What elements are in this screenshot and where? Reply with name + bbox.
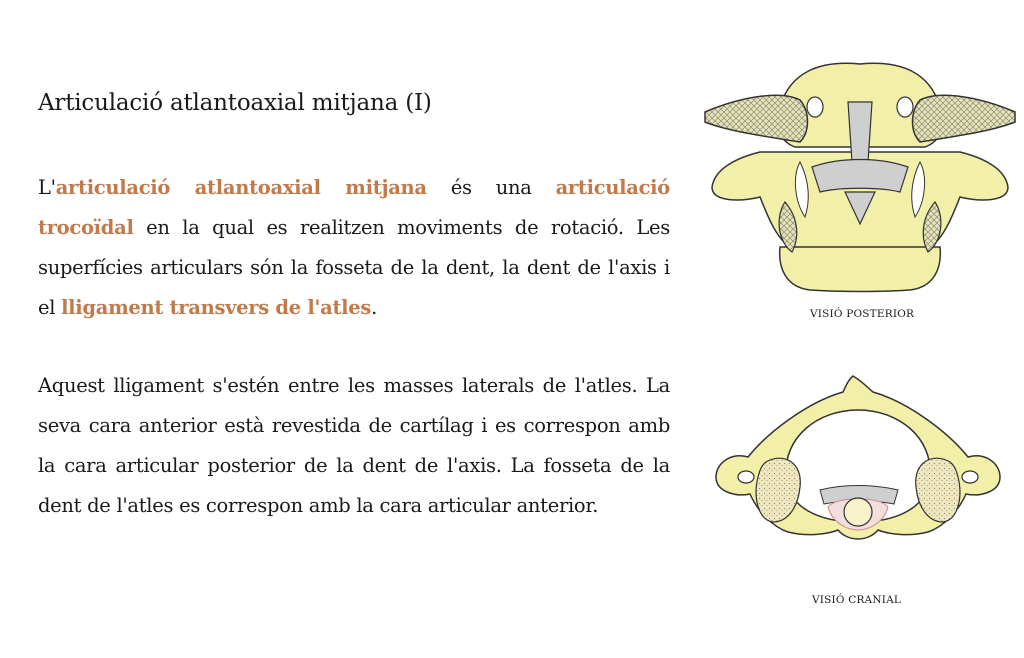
text-segment: L' <box>38 176 56 199</box>
posterior-view-caption: VISIÓ POSTERIOR <box>810 308 915 320</box>
text-segment: és una <box>426 176 556 199</box>
cranial-view-caption: VISIÓ CRANIAL <box>812 594 902 606</box>
page-title: Articulació atlantoaxial mitjana (I) <box>38 90 432 116</box>
term-transverse-ligament[interactable]: lligament transvers de l'atles <box>61 296 372 319</box>
term-trochoid-joint[interactable]: articulació trocoïdal <box>38 176 670 239</box>
cranial-view-illustration <box>708 372 1008 572</box>
term-atlantoaxial-joint[interactable]: articulació atlantoaxial mitjana <box>55 176 427 199</box>
text-segment: . <box>371 296 377 319</box>
posterior-view-illustration <box>700 52 1020 302</box>
text-segment: en la qual es realitzen moviments de rotació. Les superfícies articulars són la fosseta de la dent, la dent de l'axis i el <box>38 216 670 319</box>
intro-paragraph <box>38 168 670 328</box>
ligament-paragraph: Aquest lligament s'estén entre les masses laterals de l'atles. La seva cara anterior està revestida de cartílag i es correspon amb la cara articular posterior de la dent de l'axis. La fosseta de la dent de l'atles es correspon amb la cara articular anterior. <box>38 374 670 517</box>
